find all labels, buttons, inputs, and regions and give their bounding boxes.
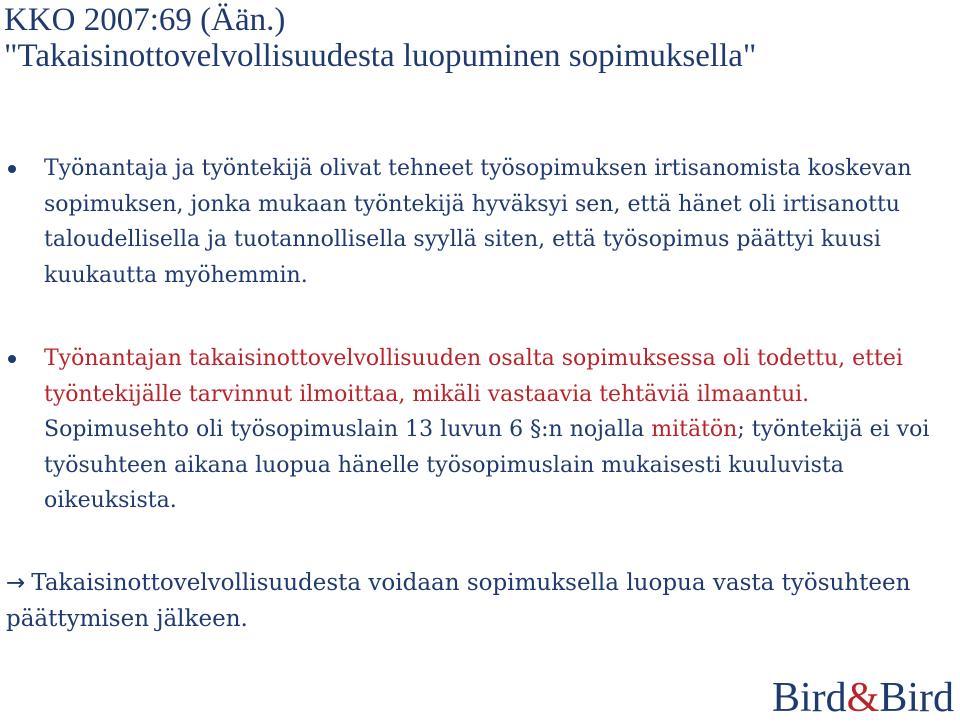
- bullet-2-end-text: ; työntekijä ei voi työsuhteen aikana luopua hänelle työsopimuslain mukaisesti kuuluvista oikeuksista.: [44, 417, 930, 513]
- bullet-2-highlight-word: mitätön: [651, 417, 738, 442]
- bullet-item-2: [44, 341, 949, 519]
- conclusion-text: Takaisinottovelvollisuudesta voidaan sopimuksella luopua vasta työsuhteen päättymisen jälkeen.: [6, 570, 911, 632]
- bullet-item-1: [44, 151, 949, 293]
- arrow-right-icon: →: [6, 570, 26, 596]
- bullet-1-text: Työnantaja ja työntekijä olivat tehneet työsopimuksen irtisanomista koskevan sopimuksen, jonka mukaan työntekijä hyväksyi sen, että hänet oli irtisanottu taloudellisella ja tuotannollisella syyllä siten, että työsopimus päättyi kuusi kuukautta myöhemmin.: [44, 156, 912, 288]
- bullet-2-mid-text: Sopimusehto oli työsopimuslain 13 luvun 6 §:n nojalla: [44, 417, 652, 442]
- title-case-reference: KKO 2007:69 (Ään.): [4, 2, 286, 38]
- title-subject: "Takaisinottovelvollisuudesta luopuminen sopimuksella": [4, 38, 757, 74]
- bullet-dot-icon: [8, 355, 16, 363]
- bullet-dot-icon: [8, 165, 16, 173]
- slide-title: [4, 2, 756, 74]
- conclusion: [6, 565, 946, 637]
- logo-ampersand: &: [846, 675, 880, 721]
- bird-and-bird-logo: [772, 675, 954, 721]
- logo-word-2: Bird: [879, 675, 954, 721]
- bullet-2-highlight-text: Työnantajan takaisinottovelvollisuuden osalta sopimuksessa oli todettu, ettei työntekijälle tarvinnut ilmoittaa, mikäli vastaavia tehtäviä ilmaantui.: [44, 346, 903, 407]
- logo-word-1: Bird: [771, 675, 847, 721]
